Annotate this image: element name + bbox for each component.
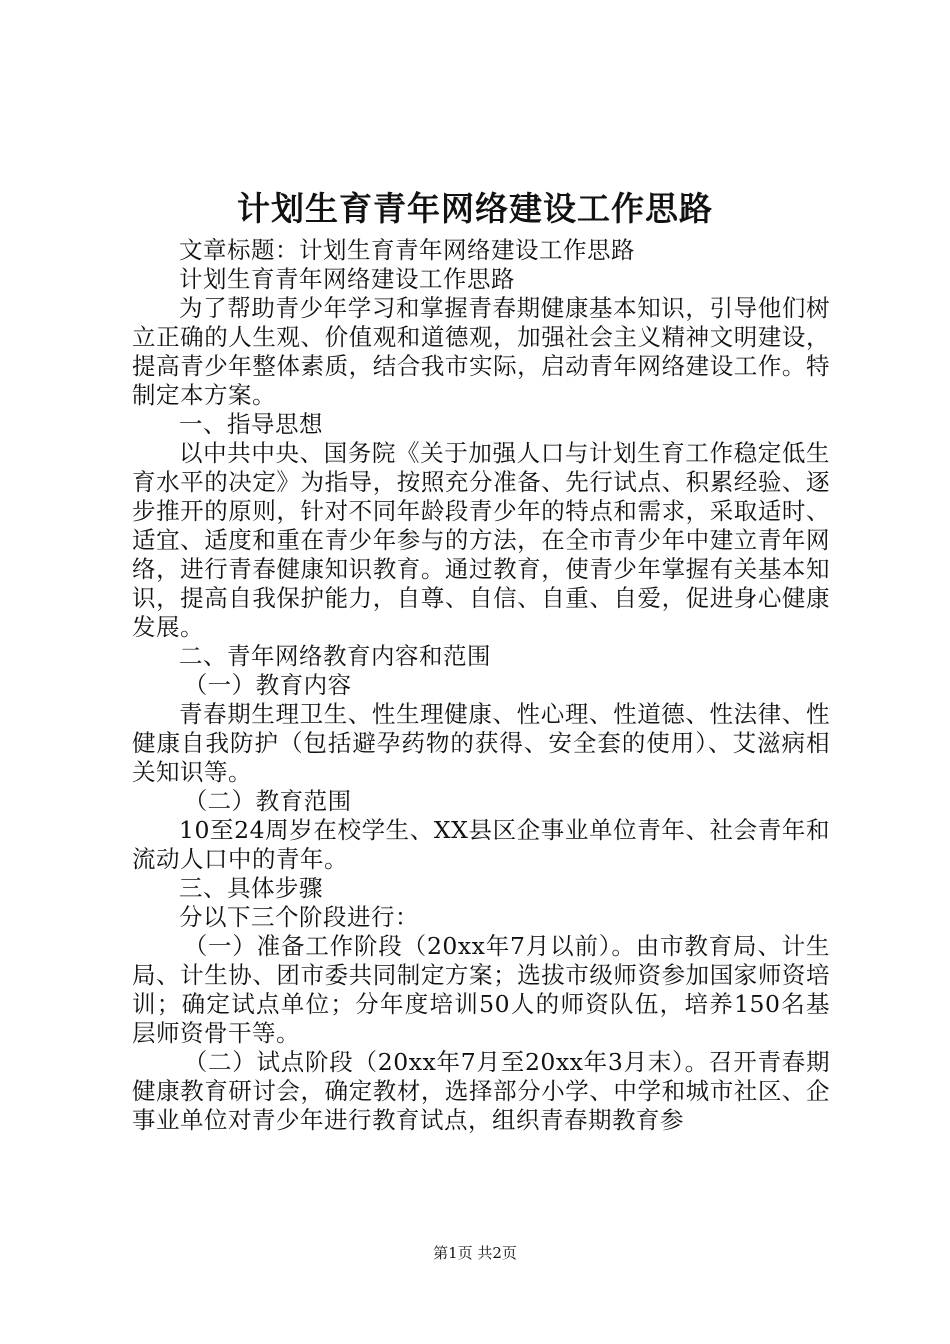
intro-paragraph: 为了帮助青少年学习和掌握青春期健康基本知识，引导他们树立正确的人生观、价值观和道德观，加强社会主义精神文明建设，提高青少年整体素质，结合我市实际，启动青年网络建设工作。特制定本方案。 xyxy=(132,294,830,409)
step-2-paragraph: （二）试点阶段（20xx年7月至20xx年3月末）。召开青春期健康教育研讨会，确定教材，选择部分小学、中学和城市社区、企事业单位对青少年进行教育试点，组织青春期教育参 xyxy=(132,1048,830,1134)
subsection-heading-content: （一）教育内容 xyxy=(183,671,352,699)
section-heading-2: 二、青年网络教育内容和范围 xyxy=(179,642,491,670)
page-title: 计划生育青年网络建设工作思路 xyxy=(237,189,713,228)
steps-intro: 分以下三个阶段进行： xyxy=(179,903,419,931)
document-body xyxy=(132,236,830,1135)
content-paragraph: 青春期生理卫生、性生理健康、性心理、性道德、性法律、性健康自我防护（包括避孕药物的获得、安全套的使用）、艾滋病相关知识等。 xyxy=(132,700,830,786)
article-title-line: 文章标题：计划生育青年网络建设工作思路 xyxy=(179,236,635,264)
guiding-paragraph: 以中共中央、国务院《关于加强人口与计划生育工作稳定低生育水平的决定》为指导，按照充分准备、先行试点、积累经验、逐步推开的原则，针对不同年龄段青少年的特点和需求，采取适时、适宜、适度和重在青少年参与的方法，在全市青少年中建立青年网络，进行青春健康知识教育。通过教育，使青少年掌握有关基本知识，提高自我保护能力，自尊、自信、自重、自爱，促进身心健康发展。 xyxy=(132,439,830,641)
scope-paragraph: 10至24周岁在校学生、XX县区企事业单位青年、社会青年和流动人口中的青年。 xyxy=(132,816,830,873)
section-heading-3: 三、具体步骤 xyxy=(179,874,323,902)
subtitle-line: 计划生育青年网络建设工作思路 xyxy=(179,265,515,293)
page-number-footer: 第1页 共2页 xyxy=(433,1244,517,1262)
step-1-paragraph: （一）准备工作阶段（20xx年7月以前）。由市教育局、计生局、计生协、团市委共同制定方案；选拔市级师资参加国家师资培训；确定试点单位；分年度培训50人的师资队伍，培养150名基层师资骨干等。 xyxy=(132,932,830,1047)
subsection-heading-scope: （二）教育范围 xyxy=(183,787,352,815)
section-heading-1: 一、指导思想 xyxy=(179,410,323,438)
